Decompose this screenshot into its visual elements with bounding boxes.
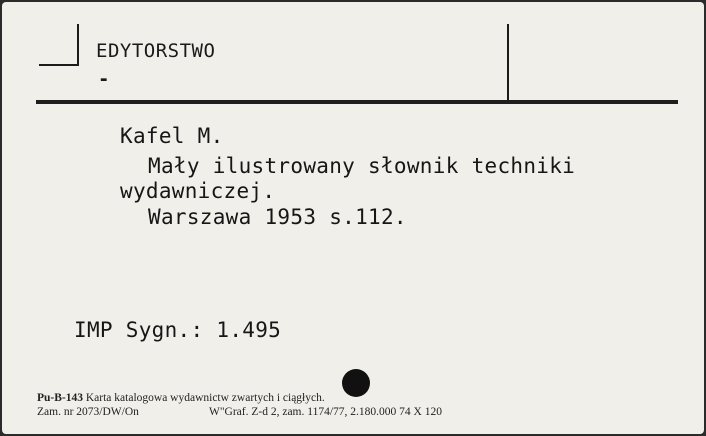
header-divider-line	[507, 24, 509, 102]
corner-vertical-line	[77, 24, 79, 66]
call-number: IMP Sygn.: 1.495	[74, 318, 282, 342]
author: Kafel M.	[120, 124, 224, 148]
subject-dash: -	[98, 68, 110, 90]
form-description: Karta katalogowa wydawnictw zwartych i ciągłych.	[85, 392, 325, 404]
catalog-card	[2, 2, 704, 434]
corner-horizontal-line	[39, 64, 79, 66]
header-rule	[36, 100, 678, 104]
printer-info: W"Graf. Z-d 2, zam. 1174/77, 2.180.000 74 X 120	[209, 406, 442, 418]
title-line-2: wydawniczej.	[120, 179, 276, 203]
order-number: Zam. nr 2073/DW/On	[37, 406, 139, 418]
subject-heading: EDYTORSTWO	[96, 40, 216, 62]
title-line-1: Mały ilustrowany słownik techniki	[148, 154, 576, 178]
footer-line-1	[37, 392, 325, 404]
imprint: Warszawa 1953 s.112.	[148, 205, 407, 229]
punch-hole	[342, 369, 370, 397]
form-code: Pu-B-143	[37, 392, 83, 404]
footer-line-2	[37, 406, 442, 418]
